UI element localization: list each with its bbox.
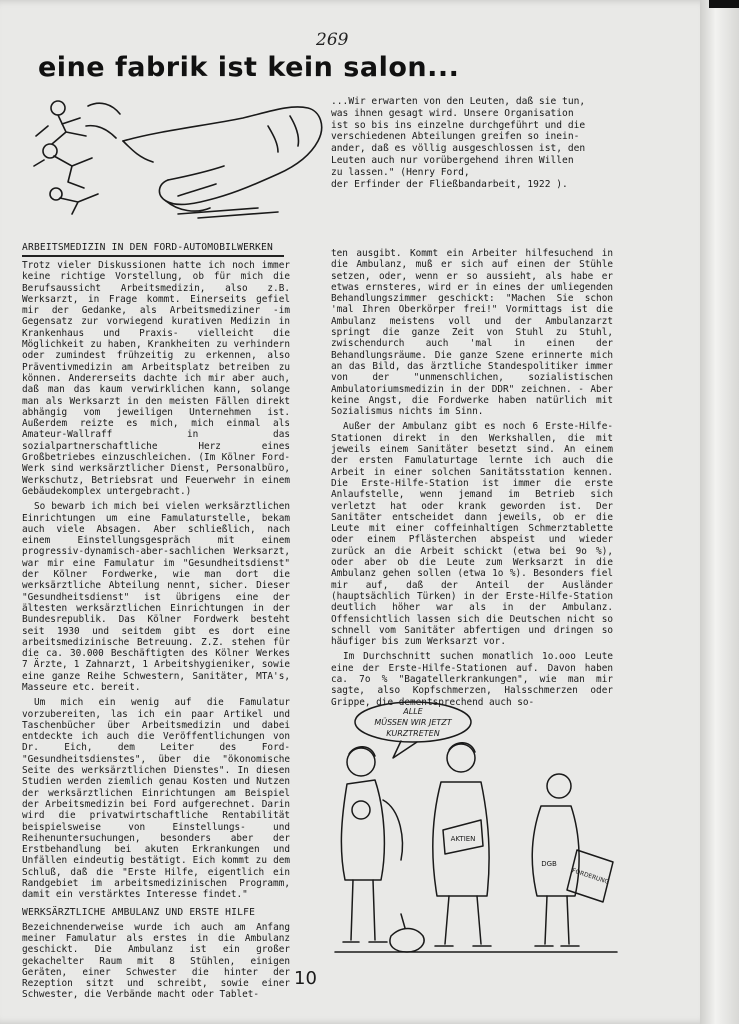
handwritten-page-number: 269 (316, 30, 349, 50)
paragraph: Außer der Ambulanz gibt es noch 6 Erste-Hilfe-Stationen direkt in den Werkshallen, die mit jeweils einem Sanitäter besetzt sind. An einem der ersten Famulaturtage lernte ich auch die Arbeit in einer solchen Sanitätsstation kennen. Die Erste-Hilfe-Station ist immer die erste Anlaufstelle, wenn jemand im Betrieb sich verletzt hat oder krank geworden ist. Der Sanitäter entscheidet dann jeweils, ob er die Leute mit einer coffeinhaltigen Schmerztablette oder einem Pflästerchen abspeist und wieder zurück an die Arbeit schickt (etwa bei 9o %), oder aber ob die Leute zum Werksarzt in die Ambulanz gehen sollen (etwa 1o %). Besonders fiel mir auf, daß der Anteil der Ausländer (hauptsächlich Türken) in der Erste-Hilfe-Station deutlich höher war als in der Ambulanz. Offensichtlich lassen sich die Deutschen nicht so schnell vom Sanitäter abfertigen und dringen so häufiger bis zum Werksarzt vor. (331, 421, 613, 648)
aktien-label: AKTIEN (450, 835, 476, 843)
paper-label: FORDERUNG (571, 867, 610, 886)
paragraph: Im Durchschnitt suchen monatlich 1o.ooo Leute eine der Erste-Hilfe-Stationen auf. Davon haben ca. 7o % "Bagatellerkrankungen", wie man mir sagte, also Kopfschmerzen, Halsschmerzen oder Grippe, die dementsprechend auch so- (331, 651, 613, 708)
section-heading-ambulanz: WERKSÄRZTLICHE AMBULANZ UND ERSTE HILFE (22, 906, 256, 918)
three-men-cartoon (331, 700, 621, 960)
paragraph: Trotz vieler Diskussionen hatte ich noch immer keine richtige Vorstellung, ob für mich die Berufsaussicht Arbeitsmedizin, also z.B. Werksarzt, in Frage kommt. Einerseits gefiel mir der Gedanke, als Arbeitsmediziner -im Gegensatz zur vorwiegend kurativen Medizin in Krankenhaus und Praxis- vielleicht die Möglichkeit zu haben, Krankheiten zu verhindern oder zumindest frühzeitig zu erkennen, also Präventivmedizin am Arbeitsplatz betreiben zu können. Andererseits dachte ich mir aber auch, daß man das kaum verwirklichen kann, solange man als Werksarzt in den meisten Fällen direkt abhängig vom jeweiligen Unternehmen ist. Außerdem reizte es mich, mich einmal als Amateur-Wallraff in das sozialpartnerschaftliche Herz eines Großbetriebes einzuschleichen. (Im Kölner Ford-Werk sind werksärztlicher Dienst, Personalbüro, Werkschutz, Betriebsrat und Feuerwehr in einem Gebäudekomplex untergebracht.) (22, 260, 290, 497)
left-column (22, 242, 290, 1005)
page-edge-shadow (700, 0, 739, 1024)
paragraph: Bezeichnenderweise wurde ich auch am Anfang meiner Famulatur als erstes in die Ambulanz geschickt. Die Ambulanz ist ein großer gekachelter Raum mit 8 Stühlen, einigen Geräten, einer Schwester die hinter der Rezeption sitzt und schreibt, sowie einer Schwester, die Verbände macht oder Tablet- (22, 921, 290, 1001)
right-column (331, 248, 613, 712)
speech-line-2: MÜSSEN WIR JETZT (374, 718, 452, 727)
speech-line-1: ALLE (403, 707, 423, 716)
page-footer-number: 10 (294, 968, 317, 989)
paragraph: So bewarb ich mich bei vielen werksärztlichen Einrichtungen um eine Famulaturstelle, bekam auch viele Absagen. Aber schließlich, nach einem Einstellungsgespräch mit einem progressiv-dynamisch-aber-sachlichen Werksarzt, war mir eine Famulatur im "Gesundheitsdienst" der Kölner Fordwerke, wie man dort die werksärztliche Abteilung nennt, sicher. Dieser "Gesundheitsdienst" ist übrigens eine der ältesten werksärztlichen Einrichtungen in der Bundesrepublik. Das Kölner Fordwerk besteht seit 1930 und seitdem gibt es dort eine arbeitsmedizinische Betreuung. Z.Z. stehen für die ca. 30.000 Beschäftigten des Kölner Werkes 7 Ärzte, 1 Zahnarzt, 1 Arbeitshygieniker, sowie eine ganze Reihe Schwestern, Sanitäter, MTA's, Masseure etc. bereit. (22, 501, 290, 693)
paragraph: ten ausgibt. Kommt ein Arbeiter hilfesuchend in die Ambulanz, muß er sich auf einen der Stühle setzen, oder, wenn er so aussieht, als habe er etwas ernsteres, wird er in eines der umliegenden Behandlungszimmer geschickt: "Machen Sie schon 'mal Ihren Oberkörper frei!" Vormittags ist die Ambulanz meistens voll und der Ambulanzarzt springt die ganze Zeit von Stuhl zu Stuhl, zwischendurch auch 'mal in einen der Behandlungsräume. Die ganze Szene erinnerte mich an das Bild, das ärztliche Standespolitiker immer von der "unmenschlichen, sozialistischen Ambulatoriumsmedizin in der DDR" zeichnen. - Aber keine Angst, die Fordwerke haben natürlich mit Sozialismus nichts im Sinn. (331, 248, 613, 418)
background-corner (709, 0, 739, 8)
speech-line-3: KURZTRETEN (386, 729, 440, 738)
henry-ford-quote: ...Wir erwarten von den Leuten, daß sie tun, was ihnen gesagt wird. Unsere Organisation ist so bis ins einzelne durchgeführt und die verschiedenen Abteilungen greifen so inein- ander, daß es völlig ausgeschlossen ist, den Leuten auch nur vorübergehend ihren Willen zu lassen." (Henry Ford, der Erfinder der Fließbandarbeit, 1922 ). (331, 96, 586, 190)
dgb-label: DGB (541, 860, 557, 868)
section-heading-arbeitsmedizin: ARBEITSMEDIZIN IN DEN FORD-AUTOMOBILWERKEN (22, 242, 284, 257)
paragraph: Um mich ein wenig auf die Famulatur vorzubereiten, las ich ein paar Artikel und Taschenbücher über Arbeitsmedizin und dabei entdeckte ich auch die Veröffentlichungen von Dr. Eich, dem Leiter des Ford-"Gesundheitsdienstes", über die "ökonomische Seite des werksärztlichen Dienstes". In diesen Studien werden ziemlich genau Kosten und Nutzen der werksärztlichen Einrichtungen am Beispiel der Arbeitsmedizin bei Ford aufgerechnet. Darin wird die privatwirtschaftliche Rentabilität beispielsweise von Einstellungs- und Reihenuntersuchungen, besonders aber der Erstbehandlung bei akuten Erkrankungen und Unfällen eindeutig bestätigt. Eich kommt zu dem Schluß, daß die "Erste Hilfe, eigentlich ein Randgebiet im arbeitsmedizinischen Programm, damit ein verstärktes Interesse findet." (22, 697, 290, 901)
article-title: eine fabrik ist kein salon... (38, 52, 460, 83)
hand-crushing-workers-illustration (28, 96, 328, 221)
